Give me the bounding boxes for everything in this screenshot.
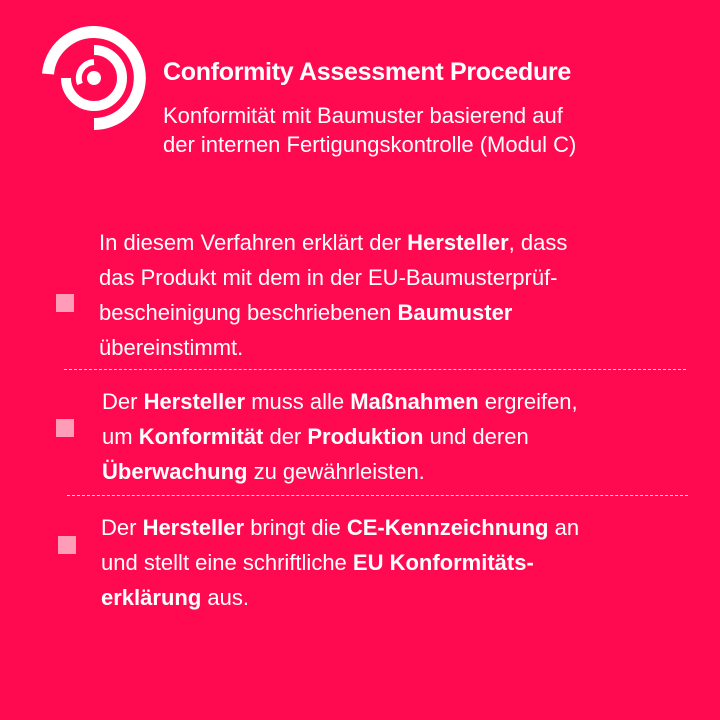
text-run: bescheinigung beschriebenen — [99, 300, 398, 325]
text-run: übereinstimmt. — [99, 335, 244, 360]
page-subtitle — [163, 101, 703, 159]
text-line — [101, 580, 579, 615]
bold-term: CE-Kennzeichnung — [346, 515, 549, 540]
bullet-square-icon — [58, 536, 76, 554]
text-run: an — [548, 515, 580, 540]
text-run: das Produkt mit dem in der EU-Baumusterprüf- — [99, 265, 558, 290]
bullet-square-icon — [56, 294, 74, 312]
text-line — [101, 545, 579, 580]
bold-term: Maßnahmen — [350, 389, 479, 414]
text-run: um — [102, 424, 139, 449]
bold-term: Überwachung — [102, 459, 248, 484]
text-line — [99, 225, 567, 260]
text-run: und deren — [423, 424, 529, 449]
bold-term: erklärung — [101, 585, 202, 610]
text-run: der — [263, 424, 308, 449]
text-line — [101, 510, 579, 545]
text-run: und stellt eine schriftliche — [101, 550, 353, 575]
divider — [67, 495, 688, 496]
text-run: bringt die — [244, 515, 347, 540]
bold-term: Baumuster — [397, 300, 513, 325]
text-line — [102, 419, 578, 454]
text-run: ergreifen, — [478, 389, 578, 414]
page-title: Conformity Assessment Procedure — [163, 58, 571, 86]
list-item-text — [102, 384, 578, 489]
bold-term: Hersteller — [142, 515, 245, 540]
text-line — [102, 454, 578, 489]
target-circle-logo-icon — [38, 22, 150, 134]
text-run: , dass — [508, 230, 568, 255]
text-run: zu gewährleisten. — [247, 459, 425, 484]
divider — [64, 369, 686, 370]
text-line — [99, 260, 567, 295]
text-run: muss alle — [245, 389, 351, 414]
bullet-square-icon — [56, 419, 74, 437]
bold-term: Hersteller — [407, 230, 509, 255]
text-line — [102, 384, 578, 419]
bold-term: EU Konformitäts- — [352, 550, 534, 575]
bold-term: Produktion — [307, 424, 424, 449]
list-item-text — [99, 225, 567, 365]
subtitle-line: der internen Fertigungskontrolle (Modul C) — [163, 132, 577, 157]
list-item-text — [101, 510, 579, 615]
text-run: aus. — [201, 585, 249, 610]
text-run: In diesem Verfahren erklärt der — [99, 230, 408, 255]
text-run: Der — [101, 515, 143, 540]
subtitle-line: Konformität mit Baumuster basierend auf — [163, 103, 563, 128]
text-line — [99, 330, 567, 365]
bold-term: Hersteller — [143, 389, 246, 414]
text-run: Der — [102, 389, 144, 414]
text-line — [99, 295, 567, 330]
bold-term: Konformität — [138, 424, 264, 449]
